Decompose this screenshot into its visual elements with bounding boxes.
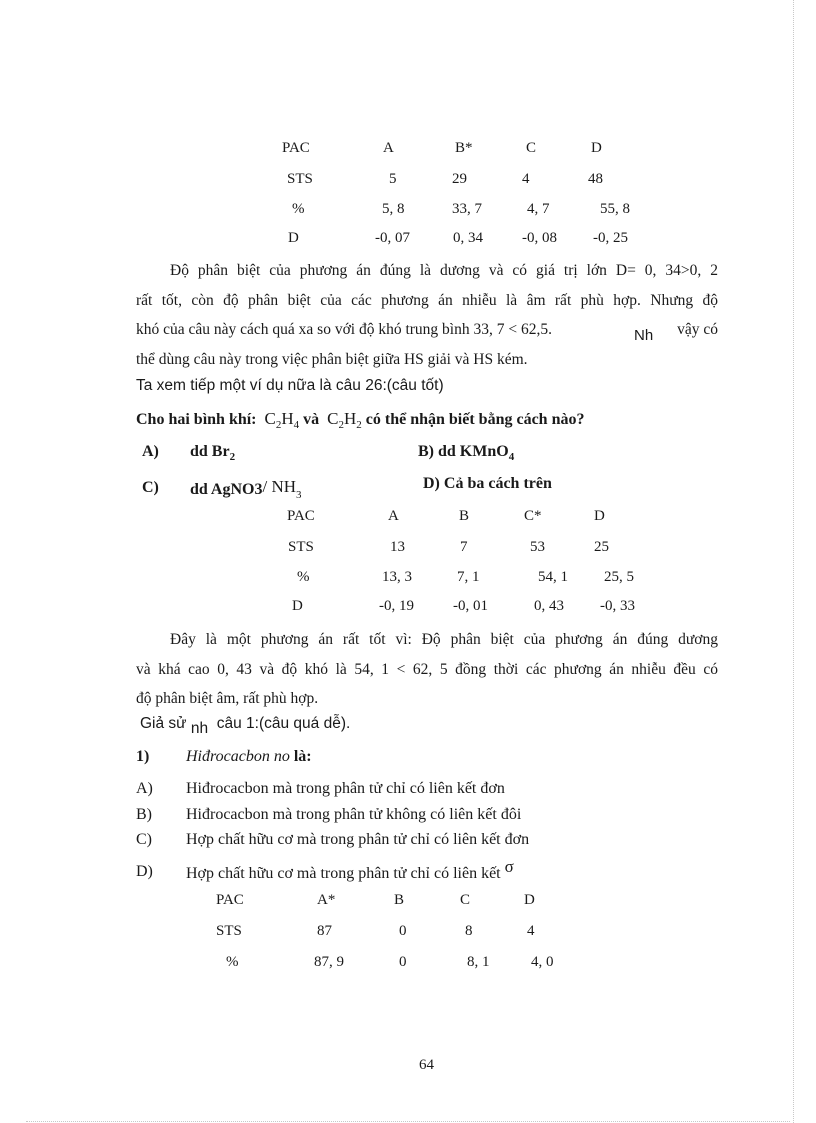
table-cell: %: [292, 201, 305, 217]
table-cell: 29: [452, 171, 467, 187]
table-cell: 8, 1: [467, 954, 490, 970]
table-cell: 25, 5: [604, 569, 634, 585]
table-cell: 55, 8: [600, 201, 630, 217]
question-prefix: Cho hai bình khí:: [136, 411, 257, 428]
table-cell: STS: [287, 171, 313, 187]
conjunction: và: [303, 411, 320, 428]
question-stem: Hiđrocacbon no là:: [186, 748, 312, 765]
option-label-a: A): [142, 443, 159, 460]
option-label-c: C): [142, 479, 159, 496]
option-label: D): [136, 863, 153, 880]
table-cell: A: [388, 508, 399, 524]
table-cell: -0, 33: [600, 598, 635, 614]
table-cell: 53: [530, 539, 545, 555]
nh-mark: nh: [190, 720, 209, 737]
table-cell: C*: [524, 508, 542, 524]
table-cell: 4, 7: [527, 201, 550, 217]
option-label: C): [136, 831, 152, 848]
option-text: Hiđrocacbon mà trong phân tử không có liên kết đôi: [186, 806, 522, 823]
table-cell: A: [383, 140, 394, 156]
table-cell: 4: [522, 171, 530, 187]
table-cell: D: [292, 598, 303, 614]
table-cell: PAC: [282, 140, 310, 156]
table-cell: B*: [455, 140, 473, 156]
table-cell: 48: [588, 171, 603, 187]
table-cell: 5: [389, 171, 397, 187]
table-cell: PAC: [287, 508, 315, 524]
table-cell: %: [297, 569, 310, 585]
table-cell: 4, 0: [531, 954, 554, 970]
table-cell: 7: [460, 539, 468, 555]
table-cell: STS: [288, 539, 314, 555]
table-cell: -0, 07: [375, 230, 410, 246]
option-text: Hợp chất hữu cơ mà trong phân tử chỉ có liên kết đơn: [186, 831, 530, 848]
option-text: Hiđrocacbon mà trong phân tử chỉ có liên kết đơn: [186, 780, 505, 797]
table-cell: 13: [390, 539, 405, 555]
table-cell: -0, 01: [453, 598, 488, 614]
option-label: A): [136, 780, 153, 797]
intro-text: câu 1:(câu quá dễ).: [216, 715, 351, 732]
question-2-stem: [136, 409, 584, 429]
page-border-right: [793, 0, 794, 1123]
page-border-bottom: [26, 1121, 790, 1122]
table-cell: C: [460, 892, 471, 908]
paragraph-1: [136, 256, 718, 374]
table-cell: PAC: [216, 892, 244, 908]
table-cell: STS: [216, 923, 242, 939]
paragraph-line: rất tốt, còn độ phân biệt của các phương án nhiễu là âm rất phù hợp. Nhưng độ: [136, 291, 718, 309]
option-text-a: dd $Br_2$: [190, 443, 236, 463]
sigma-symbol: σ: [504, 857, 514, 876]
paragraph-line: và khá cao 0, 43 và độ khó là 54, 1 < 62, 5 đồng thời các phương án nhiễu đều có: [136, 660, 718, 678]
paragraph-line: khó của câu này cách quá xa so với độ khó trung bình 33, 7 < 62,5.: [136, 321, 552, 338]
table-cell: -0, 08: [522, 230, 557, 246]
table-cell: 25: [594, 539, 609, 555]
paragraph-line-with-mark: [136, 315, 718, 345]
table-cell: B: [459, 508, 470, 524]
intro-line: Ta xem tiếp một ví dụ nữa là câu 26:(câu tốt): [136, 377, 444, 394]
table-cell: 4: [527, 923, 535, 939]
paragraph-line: Độ phân biệt của phương án đúng là dương và có giá trị lớn D= 0, 34>0, 2: [170, 262, 718, 279]
formula-c2h2: $C_2H_2$: [327, 409, 362, 431]
nh-mark: Nh: [634, 327, 654, 344]
table-cell: D: [524, 892, 535, 908]
table-cell: -0, 25: [593, 230, 628, 246]
intro-line-3: [140, 715, 351, 737]
table-cell: 33, 7: [452, 201, 482, 217]
table-cell: 0: [399, 923, 407, 939]
table-cell: -0, 19: [379, 598, 414, 614]
table-cell: 8: [465, 923, 473, 939]
table-cell: 0, 43: [534, 598, 564, 614]
option-text: Hợp chất hữu cơ mà trong phân tử chỉ có liên kết σ: [186, 857, 514, 882]
page-number: 64: [419, 1057, 434, 1073]
table-cell: 0: [399, 954, 407, 970]
paragraph-2: [136, 625, 718, 714]
table-cell: 87, 9: [314, 954, 344, 970]
table-cell: 87: [317, 923, 332, 939]
paragraph-line: thể dùng câu này trong việc phân biệt giữa HS giải và HS kém.: [136, 350, 528, 368]
paragraph-line: vậy có: [677, 321, 718, 338]
table-cell: D: [591, 140, 602, 156]
table-cell: C: [526, 140, 537, 156]
table-cell: D: [288, 230, 299, 246]
option-text-d: D) Cả ba cách trên: [423, 475, 552, 492]
table-cell: 5, 8: [382, 201, 405, 217]
table-cell: %: [226, 954, 239, 970]
table-cell: 54, 1: [538, 569, 568, 585]
table-cell: D: [594, 508, 605, 524]
paragraph-line: Đây là một phương án rất tốt vì: Độ phân biệt của phương án đúng dương: [170, 631, 718, 648]
table-cell: B: [394, 892, 405, 908]
option-label: B): [136, 806, 152, 823]
table-cell: 13, 3: [382, 569, 412, 585]
table-cell: 7, 1: [457, 569, 480, 585]
option-text-b: B) dd KMnO$_4$: [418, 443, 515, 463]
intro-text: Giả sử: [140, 715, 187, 732]
formula-c2h4: $C_2H_4$: [264, 409, 300, 431]
table-cell: A*: [317, 892, 336, 908]
question-number: 1): [136, 748, 150, 765]
question-suffix: có thể nhận biết bằng cách nào?: [365, 411, 585, 428]
table-cell: 0, 34: [453, 230, 483, 246]
option-text-c: dd AgNO3/ $NH_3$: [190, 477, 302, 501]
paragraph-line: độ phân biệt âm, rất phù hợp.: [136, 690, 319, 707]
